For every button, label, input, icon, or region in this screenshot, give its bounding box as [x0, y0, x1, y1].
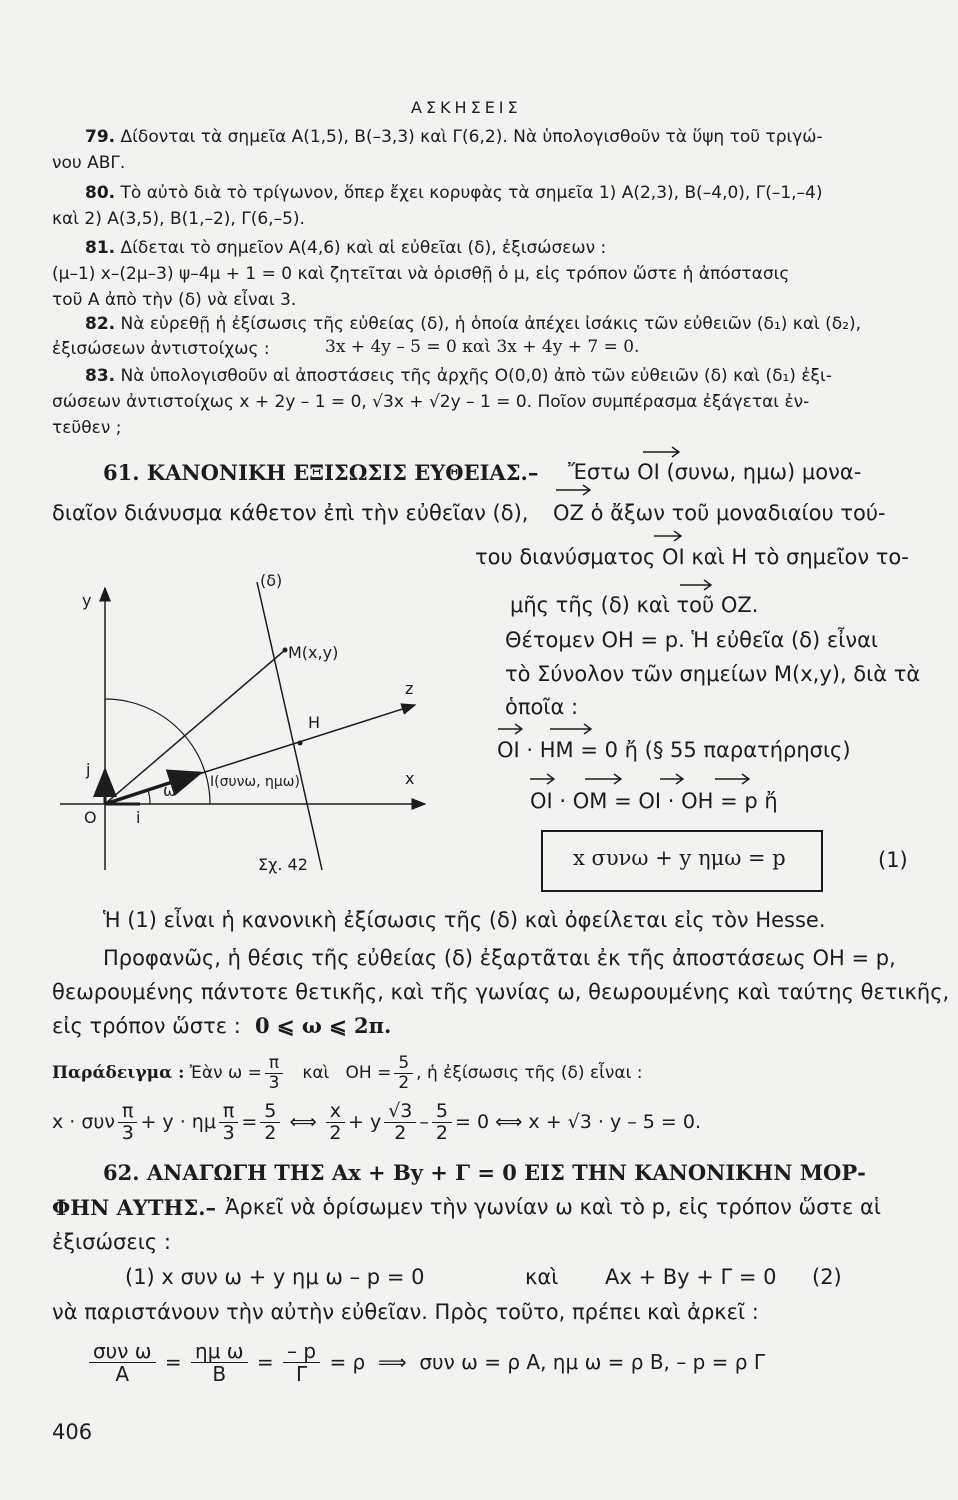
- label-j: j: [86, 760, 91, 779]
- exercise-83-line2: σώσεων ἀντιστοίχως x + 2y – 1 = 0, √3x + √2y – 1 = 0. Ποῖον συμπέρασμα ἐξάγεται ἐν-: [52, 392, 810, 412]
- exercise-79-line2: νου ΑΒΓ.: [52, 153, 126, 173]
- section-62-line1: Ἀρκεῖ νὰ ὁρίσωμεν τὴν γωνίαν ω καὶ τὸ p, εἰς τρόπον ὥστε αἱ: [225, 1195, 882, 1219]
- point-M: [283, 648, 288, 653]
- label-delta: (δ): [260, 571, 283, 590]
- exercise-82-line2a: ἐξισώσεων ἀντιστοίχως :: [52, 339, 270, 359]
- normal-equation: x συνω + y ημω = p: [573, 846, 786, 870]
- exercise-80-line1: 80. Τὸ αὐτὸ διὰ τὸ τρίγωνον, ὅπερ ἔχει κορυφὰς τὰ σημεῖα 1) Α(2,3), Β(–4,0), Γ(–1,–4): [85, 183, 823, 203]
- section-61-line1: Ἔστω ΟΙ (συνω, ημω) μονα-: [568, 460, 862, 484]
- equation-number-1: (1): [878, 848, 908, 872]
- section-62-line3: νὰ παριστάνουν τὴν αὐτὴν εὐθεῖαν. Πρὸς τοῦτο, πρέπει καὶ ἀρκεῖ :: [52, 1300, 759, 1324]
- exercise-82-line1: 82. Νὰ εὑρεθῇ ἡ ἐξίσωσις τῆς εὐθείας (δ), ἡ ὁποία ἀπέχει ἰσάκις τῶν εὐθειῶν (δ₁) καὶ (δ₂),: [85, 314, 862, 334]
- vector-OI: [105, 773, 200, 804]
- angle-range: 0 ⩽ ω ⩽ 2π.: [255, 1013, 392, 1038]
- system-eq2: Ax + By + Γ = 0: [605, 1265, 777, 1289]
- label-i: i: [136, 808, 141, 827]
- label-x: x: [405, 769, 415, 788]
- label-M: M(x,y): [288, 643, 339, 662]
- ratio-equation: $\frac{\text{συν ω}}{A}$ = $\frac{\text{ημ ω}}{B}$ = $\frac{- p}{\Gamma}$ = ρ ⟹ συν ω = ρ Α, ημ ω = ρ Β, – p = ρ Γ: [86, 1330, 765, 1394]
- section-61-line7: ὁποῖα :: [505, 695, 579, 719]
- exercise-83-line3: τεῦθεν ;: [52, 418, 122, 438]
- section-61-line3: του διανύσματος ΟΙ καὶ Η τὸ σημεῖον το-: [475, 545, 909, 569]
- exercises-heading: ΑΣΚΗΣΕΙΣ: [411, 98, 522, 117]
- label-O: O: [84, 808, 97, 827]
- page-number: 406: [52, 1420, 93, 1444]
- label-I: I(συνω, ημω): [210, 774, 300, 790]
- figure-42: [60, 570, 480, 880]
- vector-equation-2: ΟΙ · ΟΜ = ΟΙ · ΟΗ = p ἤ: [530, 789, 778, 813]
- system-and: καὶ: [525, 1265, 559, 1289]
- section-61-line2b: ΟΖ ὁ ἄξων τοῦ μοναδιαίου τού-: [553, 501, 886, 525]
- section-61-title: 61. ΚΑΝΟΝΙΚΗ ΕΞΙΣΩΣΙΣ ΕΥΘΕΙΑΣ.–: [103, 460, 539, 485]
- vector-equation-1: ΟΙ · ΗΜ = 0 ἤ (§ 55 παρατήρησις): [497, 738, 851, 762]
- paragraph-line4a: εἰς τρόπον ὥστε :: [52, 1014, 241, 1038]
- exercise-83-line1: 83. Νὰ ὑπολογισθοῦν αἱ ἀποστάσεις τῆς ἀρχῆς Ο(0,0) ἀπὸ τῶν εὐθειῶν (δ) καὶ (δ₁) ἐξι-: [85, 366, 832, 386]
- label-z: z: [405, 679, 414, 698]
- equation-number-2: (2): [812, 1265, 842, 1289]
- paragraph-line3: θεωρουμένης πάντοτε θετικῆς, καὶ τῆς γωνίας ω, θεωρουμένης καὶ ταύτης θετικῆς,: [52, 980, 950, 1004]
- label-y: y: [82, 591, 92, 610]
- system-eq1: (1) x συν ω + y ημ ω – p = 0: [125, 1265, 425, 1289]
- exercise-82-equations: 3x + 4y – 5 = 0 καὶ 3x + 4y + 7 = 0.: [325, 337, 640, 357]
- exercise-81-line3: τοῦ Α ἀπὸ τὴν (δ) νὰ εἶναι 3.: [52, 290, 297, 310]
- point-H: [298, 741, 303, 746]
- exercise-79-line1: 79. Δίδονται τὰ σημεῖα Α(1,5), Β(–3,3) καὶ Γ(6,2). Νὰ ὑπολογισθοῦν τὰ ὕψη τοῦ τριγώ-: [85, 127, 823, 147]
- example-equation: x · συν $\frac{\pi}{3}$ + y · ημ $\frac{\pi}{3}$ = $\frac{5}{2}$ ⟺ $\frac{x}{2}$ + y $\frac{√3}{2}$ – $\frac{5}{2}$ = 0 ⟺ x + √3 · y – 5 = 0.: [52, 1099, 702, 1144]
- label-omega: ω: [163, 781, 177, 800]
- section-61-line6: τὸ Σύνολον τῶν σημείων Μ(x,y), διὰ τὰ: [505, 662, 921, 686]
- section-61-line4: μῆς τῆς (δ) καὶ τοῦ ΟΖ.: [510, 593, 759, 617]
- hesse-paragraph: Ἡ (1) εἶναι ἡ κανονικὴ ἐξίσωσις τῆς (δ) καὶ ὀφείλεται εἰς τὸν Hesse.: [103, 908, 826, 932]
- exercise-81-line1: 81. Δίδεται τὸ σημεῖον Α(4,6) καὶ αἱ εὐθεῖαι (δ), ἐξισώσεων :: [85, 238, 607, 258]
- section-61-line5: Θέτομεν ΟΗ = p. Ἡ εὐθεῖα (δ) εἶναι: [505, 628, 879, 652]
- figure-caption: Σχ. 42: [258, 855, 308, 874]
- exercise-81-line2: (μ–1) x–(2μ–3) ψ–4μ + 1 = 0 καὶ ζητεῖται νὰ ὁρισθῇ ὁ μ, εἰς τρόπον ὥστε ἡ ἀπόστασις: [52, 264, 790, 284]
- angle-arc: [148, 790, 150, 804]
- section-61-line2a: διαῖον διάνυσμα κάθετον ἐπὶ τὴν εὐθεῖαν (δ),: [52, 501, 529, 525]
- exercise-80-line2: καὶ 2) Α(3,5), Β(1,–2), Γ(6,–5).: [52, 209, 305, 229]
- section-62-title2: ΦΗΝ ΑΥΤΗΣ.–: [52, 1195, 217, 1220]
- section-62-title: 62. ΑΝΑΓΩΓΗ ΤΗΣ Ax + By + Γ = 0 ΕΙΣ ΤΗΝ ΚΑΝΟΝΙΚΗΝ ΜΟΡ-: [103, 1160, 866, 1185]
- paragraph-line2: Προφανῶς, ἡ θέσις τῆς εὐθείας (δ) ἐξαρτᾶται ἐκ τῆς ἀποστάσεως ΟΗ = p,: [103, 946, 896, 970]
- label-H: H: [308, 713, 321, 732]
- example-line: Παράδειγμα : Ἐὰν ω = $\frac{\pi}{3}$ καὶ ΟΗ = $\frac{5}{2}$ , ἡ ἐξίσωσις τῆς (δ) εἶναι :: [52, 1052, 643, 1093]
- section-62-line2: ἐξισώσεις :: [52, 1230, 171, 1254]
